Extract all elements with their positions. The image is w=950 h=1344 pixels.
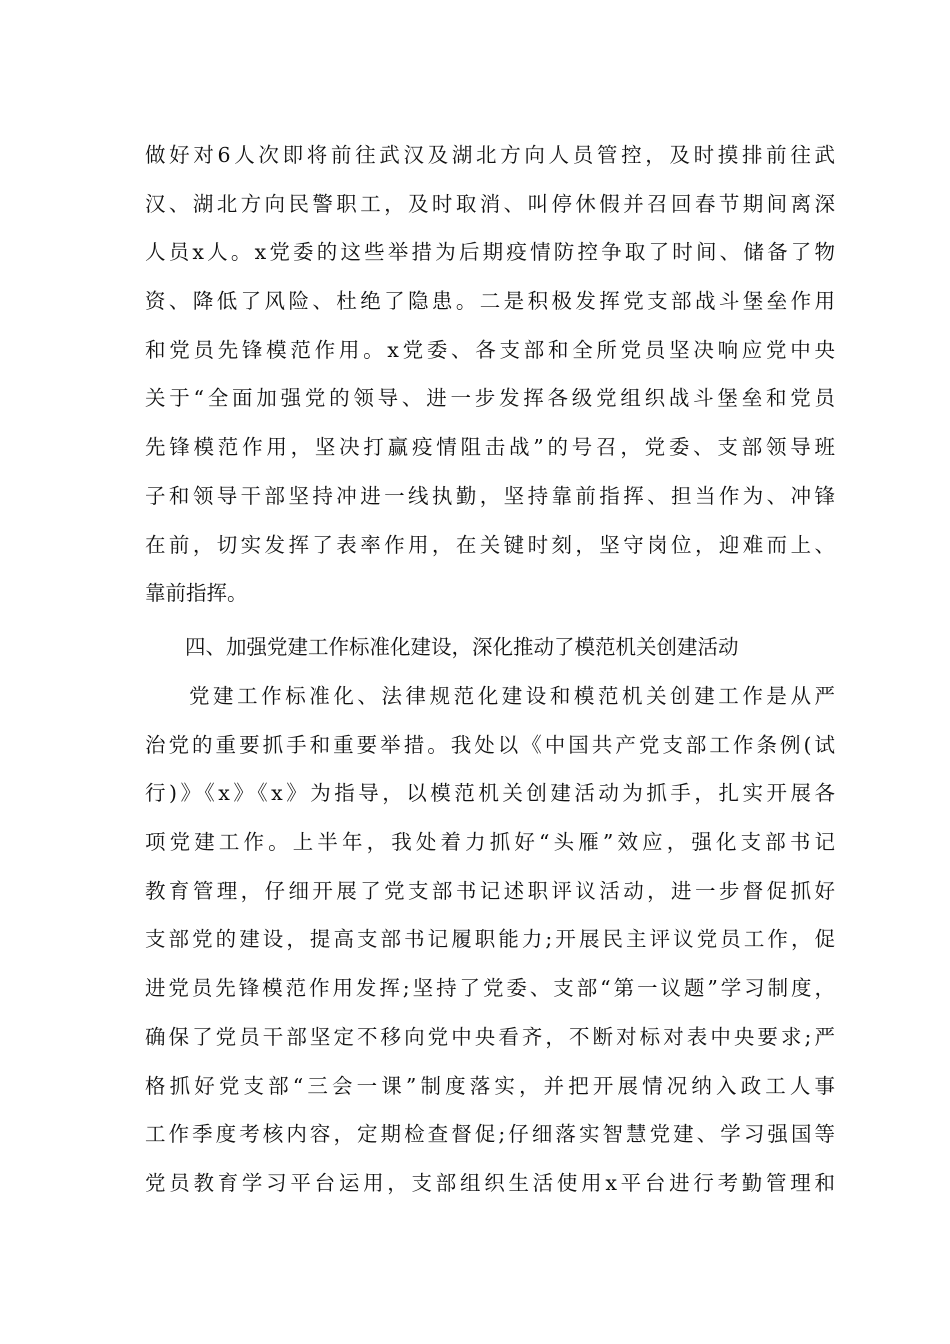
- paragraph-2-line: 党员教育学习平台运用，支部组织生活使用x平台进行考勤管理和: [145, 1170, 835, 1195]
- paragraph-2-line: 行)》《x》《x》为指导，以模范机关创建活动为抓手，扎实开展各: [145, 781, 835, 806]
- paragraph-1-line: 关于“全面加强党的领导、进一步发挥各级党组织战斗堡垒和党员: [145, 386, 835, 411]
- paragraph-1-line: 靠前指挥。: [145, 581, 248, 606]
- paragraph-1-line: 人员x人。x党委的这些举措为后期疫情防控争取了时间、储备了物: [145, 240, 835, 265]
- paragraph-1-line: 做好对6人次即将前往武汉及湖北方向人员管控，及时摸排前往武: [145, 143, 835, 167]
- paragraph-2-line: 党建工作标准化、法律规范化建设和模范机关创建工作是从严: [189, 684, 835, 708]
- paragraph-1-line: 汉、湖北方向民警职工，及时取消、叫停休假并召回春节期间离深: [145, 191, 835, 216]
- paragraph-1: [145, 131, 835, 618]
- paragraph-2-line: 确保了党员干部坚定不移向党中央看齐，不断对标对表中央要求;严: [145, 1024, 835, 1049]
- paragraph-2-line: 教育管理，仔细开展了党支部书记述职评议活动，进一步督促抓好: [145, 878, 835, 903]
- paragraph-1-line: 资、降低了风险、杜绝了隐患。二是积极发挥党支部战斗堡垒作用: [145, 289, 835, 314]
- paragraph-2-line: 支部党的建设，提高支部书记履职能力;开展民主评议党员工作，促: [145, 927, 835, 952]
- paragraph-2-line: 格抓好党支部“三会一课”制度落实，并把开展情况纳入政工人事: [145, 1073, 835, 1098]
- paragraph-2: [145, 672, 835, 1208]
- paragraph-1-line: 先锋模范作用，坚决打赢疫情阻击战”的号召，党委、支部领导班: [145, 435, 835, 460]
- paragraph-2-line: 进党员先锋模范作用发挥;坚持了党委、支部“第一议题”学习制度，: [145, 976, 835, 1001]
- heading-text: 四、加强党建工作标准化建设，深化推动了模范机关创建活动: [185, 635, 739, 659]
- section-heading: [145, 623, 835, 672]
- paragraph-2-line: 工作季度考核内容，定期检查督促;仔细落实智慧党建、学习强国等: [145, 1122, 835, 1147]
- paragraph-2-line: 项党建工作。上半年，我处着力抓好“头雁”效应，强化支部书记: [145, 830, 835, 855]
- paragraph-1-line: 子和领导干部坚持冲进一线执勤，坚持靠前指挥、担当作为、冲锋: [145, 483, 835, 508]
- paragraph-2-line: 治党的重要抓手和重要举措。我处以《中国共产党支部工作条例(试: [145, 732, 835, 757]
- paragraph-1-line: 和党员先锋模范作用。x党委、各支部和全所党员坚决响应党中央: [145, 337, 835, 362]
- paragraph-1-line: 在前，切实发挥了表率作用，在关键时刻，坚守岗位，迎难而上、: [145, 532, 835, 557]
